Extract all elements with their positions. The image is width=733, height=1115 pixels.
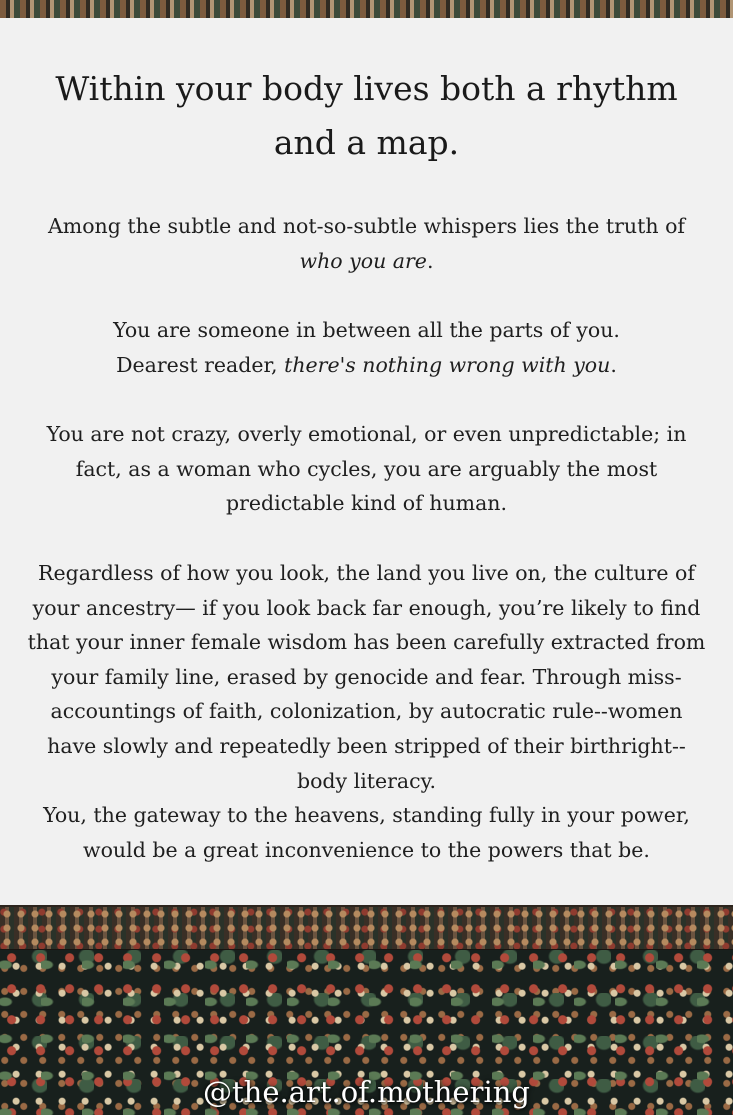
paragraph-1-text: Among the subtle and not-so-subtle whispers lies the truth of — [47, 214, 686, 238]
paragraph-2-end: . — [610, 352, 617, 377]
heading: Within your body lives both a rhythm and a map. — [55, 69, 678, 162]
paragraph-who-you-are — [24, 209, 709, 278]
account-handle: @the.art.of.mothering — [203, 1075, 530, 1109]
paragraph-1-end: . — [426, 248, 434, 273]
paragraph-ancestry: Regardless of how you look, the land you live on, the culture of your ancestry— if you look back far enough, you’re likely to find that your inner female wisdom has been carefully extracted from your family line, erased by genocide and fear. Through miss-accountings of faith, colonization, by autocratic rule--women have slowly and repeatedly been stripped of their birthright-- body literacy. — [27, 561, 706, 793]
tapestry-top-border — [0, 0, 733, 18]
paragraph-2-line-1: You are someone in between all the parts of you. — [113, 318, 620, 342]
paragraph-predictable: You are not crazy, overly emotional, or even unpredictable; in fact, as a woman who cycles, you are arguably the most predictable kind of human. — [46, 422, 687, 516]
paragraph-dearest-reader — [24, 313, 709, 382]
paragraph-gateway: You, the gateway to the heavens, standing fully in your power, would be a great inconvenience to the powers that be. — [43, 803, 690, 862]
tapestry-border-band — [0, 905, 733, 952]
paragraph-2-emphasis: there's nothing wrong with you — [284, 352, 611, 377]
paragraph-1-emphasis: who you are — [299, 248, 427, 273]
paragraph-2-line-2: Dearest reader, — [116, 352, 285, 377]
